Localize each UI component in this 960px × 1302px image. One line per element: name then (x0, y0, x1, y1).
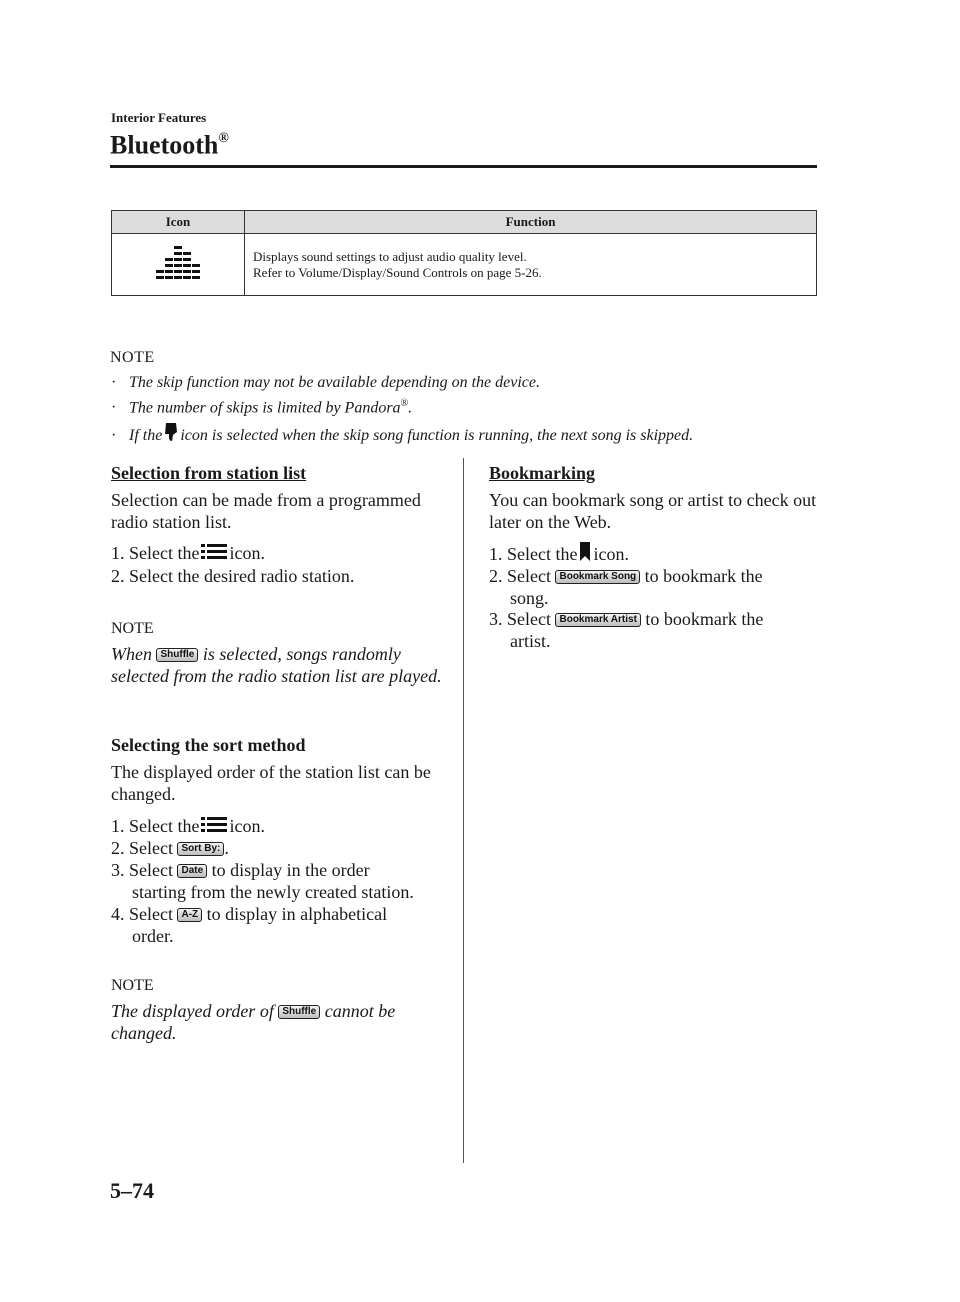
sort-method-step-3 (111, 859, 456, 903)
step-text: artist. (510, 631, 551, 651)
note-text: When (111, 644, 152, 664)
step-text: to bookmark the (645, 609, 764, 629)
registered-mark: ® (400, 398, 409, 409)
sort-method-heading: Selecting the sort method (111, 735, 306, 755)
list-icon (201, 543, 227, 561)
step-text: starting from the newly created station. (132, 882, 414, 902)
section-label: Interior Features (111, 110, 207, 125)
table-header-row (112, 211, 817, 234)
step-text: 3. Select (111, 860, 173, 880)
step-text: song. (510, 588, 549, 608)
note-item-skip (111, 374, 540, 392)
sort-method-intro: The displayed order of the station list can be changed. (111, 762, 431, 804)
note-item-thumbs-down (111, 422, 693, 445)
sort-method-note (111, 1000, 456, 1044)
thumbs-down-icon (164, 422, 178, 442)
note-text: changed. (111, 1023, 177, 1043)
step-text: to display in alphabetical (206, 904, 388, 924)
chapter-title (110, 124, 229, 163)
table-cell-icon (112, 234, 245, 296)
step-text: 4. Select (111, 904, 173, 924)
station-list-step-2: 2. Select the desired radio station. (111, 566, 355, 586)
function-line-2: Refer to Volume/Display/Sound Controls on page 5-26. (253, 264, 542, 280)
step-text: order. (132, 926, 174, 946)
shuffle-button: Shuffle (278, 1005, 320, 1019)
step-text: 2. Select (111, 838, 173, 858)
bullet-icon: · (111, 374, 117, 391)
bookmark-song-button: Bookmark Song (555, 570, 640, 584)
note-item-limit (111, 398, 412, 417)
station-list-heading: Selection from station list (111, 463, 307, 483)
date-button: Date (177, 864, 207, 878)
step-text: 1. Select the (111, 816, 200, 836)
note-item-skip-text: The skip function may not be available depending on the device. (129, 374, 540, 391)
step-text: 1. Select the (111, 543, 200, 563)
list-icon (201, 816, 227, 834)
equalizer-icon (155, 245, 201, 281)
bookmarking-step-2 (489, 565, 819, 609)
note-item-if-suffix: icon is selected when the skip song function is running, the next song is skipped. (180, 427, 694, 444)
note-text: is selected, songs randomly selected from the radio station list are played. (111, 644, 442, 686)
station-list-note (111, 643, 456, 687)
bookmark-icon (579, 542, 591, 562)
bullet-icon: · (111, 399, 117, 417)
station-list-step-1 (111, 542, 456, 564)
bookmark-artist-button: Bookmark Artist (555, 613, 640, 627)
note-text: cannot be (324, 1001, 396, 1021)
function-line-1: Displays sound settings to adjust audio quality level. (253, 248, 527, 264)
table-cell-function (245, 234, 817, 296)
a-z-button: A-Z (177, 908, 202, 922)
sort-method-step-1 (111, 815, 456, 837)
table-row (112, 234, 817, 296)
step-text: 1. Select the (489, 544, 578, 564)
bookmarking-step-3 (489, 608, 819, 652)
step-text: icon. (229, 543, 265, 563)
sort-method-step-2 (111, 837, 456, 859)
step-text: to display in the order (211, 860, 370, 880)
header-rule (110, 165, 817, 168)
note-item-limit-period: . (408, 399, 413, 417)
step-text: . (224, 838, 229, 858)
registered-mark: ® (218, 131, 229, 146)
table-header-function: Function (245, 211, 817, 234)
step-text: icon. (229, 816, 265, 836)
page-number: 5–74 (110, 1178, 154, 1203)
bullet-icon: · (111, 427, 117, 444)
bookmarking-intro: You can bookmark song or artist to check out later on the Web. (489, 490, 817, 532)
table-header-icon: Icon (112, 211, 245, 234)
station-list-intro: Selection can be made from a programmed radio station list. (111, 490, 421, 532)
shuffle-button: Shuffle (156, 648, 198, 662)
sort-by-button: Sort By: (177, 842, 224, 856)
function-table (111, 210, 817, 296)
sort-method-step-4 (111, 903, 456, 947)
step-text: to bookmark the (644, 566, 763, 586)
step-text: 3. Select (489, 609, 551, 629)
column-divider (463, 458, 464, 1163)
note-item-if-prefix: If the (129, 427, 163, 444)
note-item-limit-text: The number of skips is limited by Pandora (129, 399, 401, 417)
step-text: icon. (593, 544, 629, 564)
sort-method-note-title: NOTE (111, 977, 154, 994)
bookmarking-step-1 (489, 542, 819, 565)
note-title-top: NOTE (110, 349, 155, 366)
station-list-note-title: NOTE (111, 620, 154, 637)
note-text: The displayed order of (111, 1001, 274, 1021)
step-text: 2. Select (489, 566, 551, 586)
chapter-title-text: Bluetooth (110, 130, 219, 160)
bookmarking-heading: Bookmarking (489, 463, 596, 483)
